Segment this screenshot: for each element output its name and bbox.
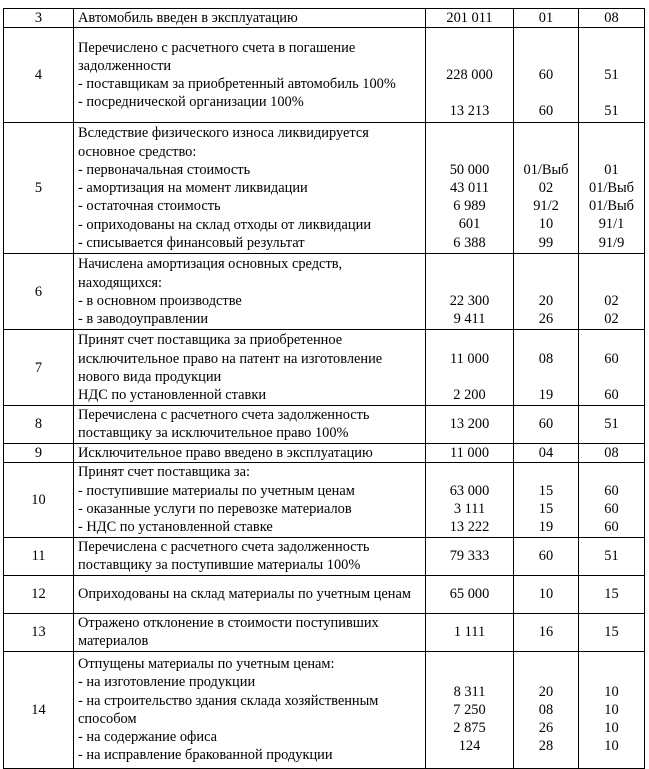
credit-account: 10: [604, 738, 619, 755]
amount-value: 63 000: [449, 482, 490, 499]
ledger-table: [3, 8, 645, 769]
blank-line: [583, 331, 640, 349]
debit-account: 60: [538, 103, 554, 120]
debit-account: 01/Выб: [523, 161, 569, 178]
debit-account: 91/2: [533, 198, 559, 215]
entry-number: [4, 537, 74, 575]
debit-account: 60: [538, 416, 554, 433]
debit-account: 26: [538, 310, 554, 327]
entry-number-text: 9: [34, 444, 43, 461]
credit-account: 91/9: [598, 234, 625, 251]
amount-value: 13 200: [449, 416, 490, 433]
debit-account: 15: [538, 482, 554, 499]
blank-line: [430, 30, 509, 48]
entry-description: [74, 575, 426, 613]
credit-account: 60: [604, 500, 619, 517]
amount-value: 6 388: [453, 234, 486, 251]
blank-line: [430, 255, 509, 273]
entry-amount: [426, 537, 514, 575]
entry-description: [74, 28, 426, 123]
debit-account: 28: [538, 738, 554, 755]
entry-debit: [514, 462, 579, 537]
entry-number-text: 5: [34, 180, 43, 197]
blank-line: [583, 48, 640, 66]
blank-line: [430, 48, 509, 66]
blank-line: [583, 463, 640, 481]
amount-value: 601: [458, 216, 481, 233]
entry-amount: [426, 28, 514, 123]
description-line: - первоначальная стоимость: [78, 161, 251, 178]
entry-row: [4, 9, 645, 28]
entry-row: [4, 651, 645, 768]
entry-number-text: 6: [34, 283, 43, 300]
amount-value: 13 213: [449, 103, 490, 120]
debit-account: 60: [538, 67, 554, 84]
description-line: - остаточная стоимость: [78, 198, 221, 215]
debit-account: 04: [538, 444, 554, 461]
entry-description: [74, 613, 426, 651]
blank-line: [583, 143, 640, 161]
entry-number: [4, 254, 74, 330]
description-line: Отпущены материалы по учетным ценам:: [78, 656, 335, 673]
entry-amount: [426, 613, 514, 651]
entry-debit: [514, 9, 579, 28]
credit-account: 02: [604, 310, 619, 327]
entry-amount: [426, 462, 514, 537]
description-line: Перечислено с расчетного счета в погашение задолженности: [78, 39, 356, 74]
credit-account: 08: [604, 444, 619, 461]
debit-account: 19: [538, 519, 554, 535]
entry-description: [74, 537, 426, 575]
credit-account: 01/Выб: [589, 180, 634, 197]
debit-account: 20: [538, 683, 554, 700]
amount-value: 1 111: [453, 624, 486, 641]
entry-credit: [579, 537, 645, 575]
entry-credit: [579, 575, 645, 613]
ledger-body: [4, 9, 645, 769]
debit-account: 19: [538, 386, 554, 403]
entry-row: [4, 443, 645, 462]
entry-debit: [514, 406, 579, 443]
blank-line: [583, 274, 640, 292]
entry-description: [74, 123, 426, 254]
entry-number: [4, 575, 74, 613]
description-line: Исключительное право введено в эксплуатацию: [78, 444, 373, 461]
amount-value: 13 222: [449, 519, 490, 535]
entry-number: [4, 443, 74, 462]
blank-line: [518, 255, 574, 273]
entry-number-text: 3: [34, 10, 43, 26]
credit-account: 51: [604, 67, 619, 84]
entry-number-text: 8: [34, 416, 43, 433]
entry-debit: [514, 123, 579, 254]
entry-debit: [514, 537, 579, 575]
entry-number-text: 13: [31, 624, 46, 641]
blank-line: [518, 30, 574, 48]
debit-account: 26: [538, 719, 554, 736]
credit-account: 60: [604, 350, 619, 367]
description-line: - амортизация на момент ликвидации: [78, 180, 308, 197]
blank-line: [430, 143, 509, 161]
description-line: Перечислена с расчетного счета задолженность поставщику за исключительное право 100%: [78, 407, 370, 442]
debit-account: 20: [538, 292, 554, 309]
credit-account: 51: [604, 416, 619, 433]
entry-debit: [514, 28, 579, 123]
entry-number: [4, 9, 74, 28]
entry-debit: [514, 575, 579, 613]
entry-credit: [579, 613, 645, 651]
description-line: - на исправление бракованной продукции: [78, 747, 333, 764]
description-line: - в заводоуправлении: [78, 310, 209, 327]
credit-account: 08: [604, 10, 619, 26]
description-line: - списывается финансовый результат: [78, 234, 305, 251]
debit-account: 01: [538, 10, 554, 26]
description-line: Вследствие физического износа ликвидируется основное средство:: [78, 125, 369, 160]
entry-row: [4, 613, 645, 651]
description-line: НДС по установленной ставки: [78, 386, 267, 403]
amount-value: 8 311: [453, 683, 486, 700]
blank-line: [583, 255, 640, 273]
entry-description: [74, 9, 426, 28]
amount-value: 228 000: [446, 67, 493, 84]
entry-number-text: 12: [31, 586, 46, 603]
credit-account: 10: [604, 701, 619, 718]
blank-line: [430, 125, 509, 143]
amount-value: 22 300: [449, 292, 490, 309]
entry-row: [4, 462, 645, 537]
debit-account: 15: [538, 500, 554, 517]
debit-account: 08: [538, 350, 554, 367]
entry-credit: [579, 123, 645, 254]
credit-account: 15: [604, 624, 619, 641]
debit-account: 10: [538, 586, 554, 603]
credit-account: 10: [604, 683, 619, 700]
debit-account: 02: [538, 180, 554, 197]
entry-amount: [426, 443, 514, 462]
blank-line: [583, 125, 640, 143]
amount-value: 50 000: [449, 161, 490, 178]
description-line: - поставщикам за приобретенный автомобиль 100%: [78, 76, 396, 93]
credit-account: 10: [604, 719, 619, 736]
entry-row: [4, 254, 645, 330]
blank-line: [583, 84, 640, 102]
credit-account: 51: [604, 548, 619, 565]
entry-row: [4, 28, 645, 123]
description-line: Отражено отклонение в стоимости поступивших материалов: [78, 615, 379, 650]
entry-credit: [579, 28, 645, 123]
entry-number-text: 7: [34, 359, 43, 376]
blank-line: [518, 143, 574, 161]
blank-line: [518, 368, 574, 386]
entry-credit: [579, 443, 645, 462]
entry-row: [4, 406, 645, 443]
entry-number: [4, 406, 74, 443]
amount-value: 79 333: [449, 548, 490, 565]
debit-account: 08: [538, 701, 554, 718]
entry-number: [4, 651, 74, 768]
entry-credit: [579, 254, 645, 330]
entry-description: [74, 254, 426, 330]
credit-account: 01: [604, 161, 619, 178]
entry-debit: [514, 330, 579, 406]
credit-account: 60: [604, 386, 619, 403]
entry-row: [4, 575, 645, 613]
blank-line: [583, 664, 640, 682]
description-line: Принят счет поставщика за:: [78, 464, 251, 481]
amount-value: 124: [458, 738, 481, 755]
amount-value: 65 000: [449, 586, 490, 603]
entry-number-text: 10: [31, 491, 46, 508]
amount-value: 201 011: [446, 10, 493, 26]
entry-amount: [426, 651, 514, 768]
entry-number: [4, 330, 74, 406]
entry-description: [74, 462, 426, 537]
entry-number-text: 14: [31, 701, 46, 718]
amount-value: 9 411: [453, 310, 486, 327]
entry-amount: [426, 123, 514, 254]
blank-line: [430, 463, 509, 481]
entry-description: [74, 330, 426, 406]
entry-amount: [426, 330, 514, 406]
credit-account: 02: [604, 292, 619, 309]
blank-line: [430, 368, 509, 386]
blank-line: [518, 84, 574, 102]
amount-value: 3 111: [453, 500, 486, 517]
entry-credit: [579, 462, 645, 537]
description-line: Начислена амортизация основных средств, находящихся:: [78, 256, 343, 291]
amount-value: 11 000: [449, 350, 490, 367]
entry-credit: [579, 9, 645, 28]
entry-row: [4, 537, 645, 575]
description-line: - оприходованы на склад отходы от ликвидации: [78, 216, 372, 233]
entry-debit: [514, 443, 579, 462]
description-line: Принят счет поставщика за приобретенное исключительное право на патент на изготовление нового вида продукции: [78, 332, 383, 385]
entry-description: [74, 651, 426, 768]
credit-account: 01/Выб: [589, 198, 634, 215]
credit-account: 60: [604, 519, 619, 535]
blank-line: [518, 331, 574, 349]
description-line: - НДС по установленной ставке: [78, 519, 273, 536]
entry-number: [4, 613, 74, 651]
debit-account: 60: [538, 548, 554, 565]
credit-account: 15: [604, 586, 619, 603]
description-line: - на содержание офиса: [78, 729, 218, 746]
description-line: Оприходованы на склад материалы по учетным ценам: [78, 586, 411, 603]
entry-amount: [426, 406, 514, 443]
entry-amount: [426, 9, 514, 28]
entry-row: [4, 330, 645, 406]
blank-line: [583, 30, 640, 48]
description-line: - на строительство здания склада хозяйственным способом: [78, 692, 379, 727]
debit-account: 16: [538, 624, 554, 641]
blank-line: [518, 274, 574, 292]
blank-line: [430, 84, 509, 102]
entry-debit: [514, 613, 579, 651]
entry-debit: [514, 651, 579, 768]
entry-number-text: 11: [31, 548, 46, 565]
entry-credit: [579, 406, 645, 443]
blank-line: [518, 48, 574, 66]
debit-account: 99: [538, 234, 554, 251]
entry-amount: [426, 254, 514, 330]
blank-line: [430, 664, 509, 682]
entry-number: [4, 462, 74, 537]
credit-account: 91/1: [598, 216, 625, 233]
amount-value: 2 875: [453, 719, 486, 736]
debit-account: 10: [538, 216, 554, 233]
entry-number-text: 4: [34, 67, 43, 84]
blank-line: [430, 274, 509, 292]
entry-description: [74, 443, 426, 462]
blank-line: [518, 125, 574, 143]
entry-number: [4, 123, 74, 254]
description-line: Перечислена с расчетного счета задолженность поставщику за поступившие материалы 100%: [78, 539, 370, 574]
credit-account: 51: [604, 103, 619, 120]
entry-number: [4, 28, 74, 123]
entry-credit: [579, 651, 645, 768]
description-line: - на изготовление продукции: [78, 674, 256, 691]
entry-amount: [426, 575, 514, 613]
entry-credit: [579, 330, 645, 406]
description-line: - оказанные услуги по перевозке материалов: [78, 500, 352, 517]
amount-value: 6 989: [453, 198, 486, 215]
description-line: - в основном производстве: [78, 292, 242, 309]
description-line: - посреднической организации 100%: [78, 94, 304, 111]
description-line: Автомобиль введен в эксплуатацию: [78, 10, 298, 26]
blank-line: [583, 368, 640, 386]
blank-line: [518, 664, 574, 682]
entry-debit: [514, 254, 579, 330]
blank-line: [430, 331, 509, 349]
description-line: - поступившие материалы по учетным ценам: [78, 482, 355, 499]
amount-value: 11 000: [449, 444, 490, 461]
amount-value: 43 011: [449, 180, 490, 197]
blank-line: [518, 463, 574, 481]
credit-account: 60: [604, 482, 619, 499]
entry-row: [4, 123, 645, 254]
amount-value: 7 250: [453, 701, 486, 718]
amount-value: 2 200: [453, 386, 486, 403]
entry-description: [74, 406, 426, 443]
